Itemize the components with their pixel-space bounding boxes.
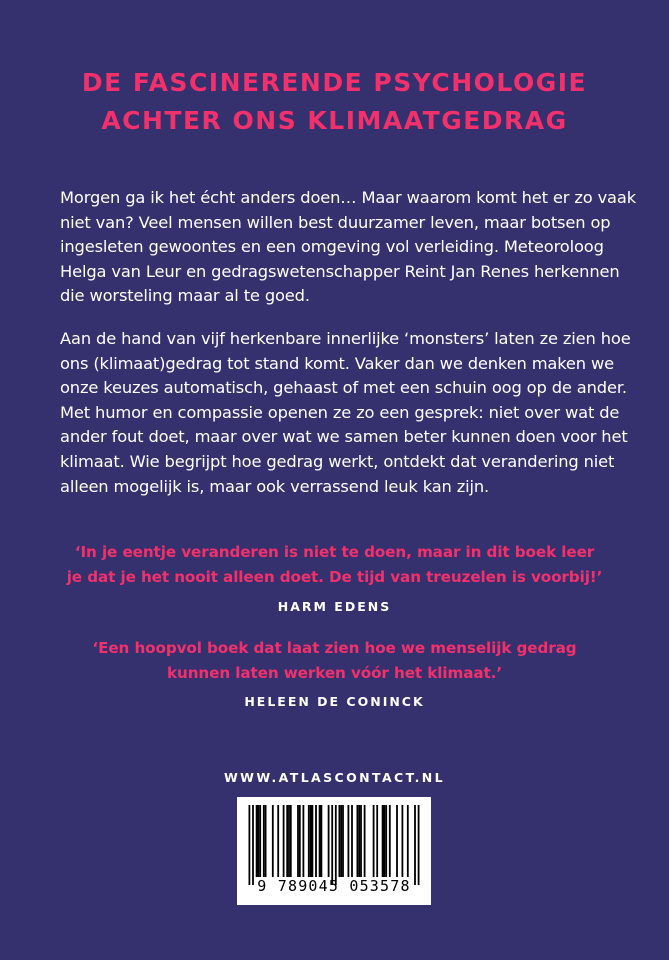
barcode-bar — [339, 805, 341, 877]
blurb-line: Aan de hand van vijf herkenbare innerlijke ‘monsters’ laten ze zien hoe — [60, 329, 631, 348]
barcode-bar — [357, 805, 359, 877]
barcode-bar — [272, 805, 274, 877]
quote-author-1: HARM EDENS — [277, 599, 392, 614]
barcode-bar — [299, 805, 301, 877]
barcode-bar — [402, 805, 404, 877]
barcode-bar — [389, 805, 391, 877]
barcode-bar — [384, 805, 386, 877]
blurb-line: alleen mogelijk is, maar ook verrassend leuk kan zijn. — [60, 476, 490, 496]
barcode-bar — [385, 805, 387, 877]
blurb-line: ingesleten gewoontes en een omgeving vol verleiding. Meteoroloog — [60, 237, 604, 257]
blurb-line: niet van? Veel mensen willen best duurzamer leven, maar botsen op — [60, 212, 611, 232]
review-quote-2 — [0, 636, 669, 685]
barcode-bar — [373, 805, 375, 877]
barcode-bar — [265, 805, 267, 877]
quote-author-2: HELEEN DE CONINCK — [244, 694, 425, 709]
barcode-bar — [277, 805, 279, 877]
barcode-bar — [331, 805, 333, 885]
barcode-bar — [382, 805, 384, 877]
headline — [0, 64, 669, 140]
barcode-bar — [360, 805, 362, 877]
barcode-bar — [342, 805, 344, 877]
headline-line-2: ACHTER ONS KLIMAATGEDRAG — [101, 106, 568, 135]
blurb-line: Met humor en compassie openen ze zo een gesprek: niet over wat de — [60, 402, 620, 422]
barcode-bar — [258, 805, 260, 877]
barcode-bar — [256, 805, 258, 877]
barcode-bar — [249, 805, 251, 885]
barcode-bar — [328, 805, 330, 877]
barcode-bar — [315, 805, 317, 877]
barcode-bar — [321, 805, 323, 877]
barcode-bar — [319, 805, 321, 877]
blurb-line: ander fout doet, maar over wat we samen beter kunnen doen voor het — [60, 427, 628, 447]
headline-line-1: DE FASCINERENDE PSYCHOLOGIE — [81, 68, 588, 97]
barcode-bar — [308, 805, 310, 877]
barcode-bar — [348, 805, 350, 877]
blurb-line: Helga van Leur en gedragswetenschapper Reint Jan Renes herkennen — [60, 261, 620, 281]
blurb-line: onze keuzes automatisch, gehaast of met een schuin oog op de ander. — [60, 378, 627, 398]
barcode-bar — [312, 805, 314, 877]
barcode-bar — [396, 805, 398, 877]
blurb-line: ons (klimaat)gedrag tot stand komt. Vaker dan we denken maken we — [60, 353, 615, 373]
barcode-bar — [283, 805, 285, 877]
barcode-bar — [288, 805, 290, 877]
quote-line: ‘Een hoopvol boek dat laat zien hoe we menselijk gedrag — [92, 639, 577, 657]
quote-line: ‘In je eentje veranderen is niet te doen, maar in dit boek leer — [74, 543, 595, 561]
barcode-bar — [418, 805, 420, 885]
quote-line: kunnen laten werken vóór het klimaat.’ — [166, 663, 502, 682]
barcode-bar — [297, 805, 299, 877]
barcode-bar — [340, 805, 342, 877]
blurb-paragraph-2 — [60, 327, 631, 499]
barcode-bar — [290, 805, 292, 877]
blurb-line: die worsteling maar al te goed. — [60, 286, 310, 306]
isbn-barcode — [237, 797, 431, 905]
blurb-paragraph-1 — [60, 186, 636, 309]
blurb-line: Morgen ga ik het écht anders doen… Maar waarom komt het er zo vaak — [60, 188, 636, 207]
blurb-line: klimaat. Wie begrijpt hoe gedrag werkt, ontdekt dat verandering niet — [60, 451, 615, 471]
review-quote-1 — [0, 540, 669, 589]
barcode-bar — [407, 805, 409, 877]
barcode-bar — [376, 805, 378, 877]
quote-line: je dat je het nooit alleen doet. De tijd van treuzelen is voorbij!’ — [66, 567, 603, 586]
barcode-bar — [303, 805, 305, 877]
barcode-bar — [259, 805, 261, 877]
barcode-bar — [263, 805, 265, 877]
barcode-bar — [358, 805, 360, 877]
barcode-bar — [310, 805, 312, 877]
barcode-bar — [286, 805, 288, 877]
barcode-bar — [335, 805, 337, 885]
barcode-bar — [364, 805, 366, 877]
barcode-bar — [414, 805, 416, 885]
barcode-bar — [252, 805, 254, 885]
publisher-website: WWW.ATLASCONTACT.NL — [223, 770, 446, 785]
isbn-number: 9 789045 053578 — [257, 877, 411, 895]
barcode-bar — [351, 805, 353, 877]
